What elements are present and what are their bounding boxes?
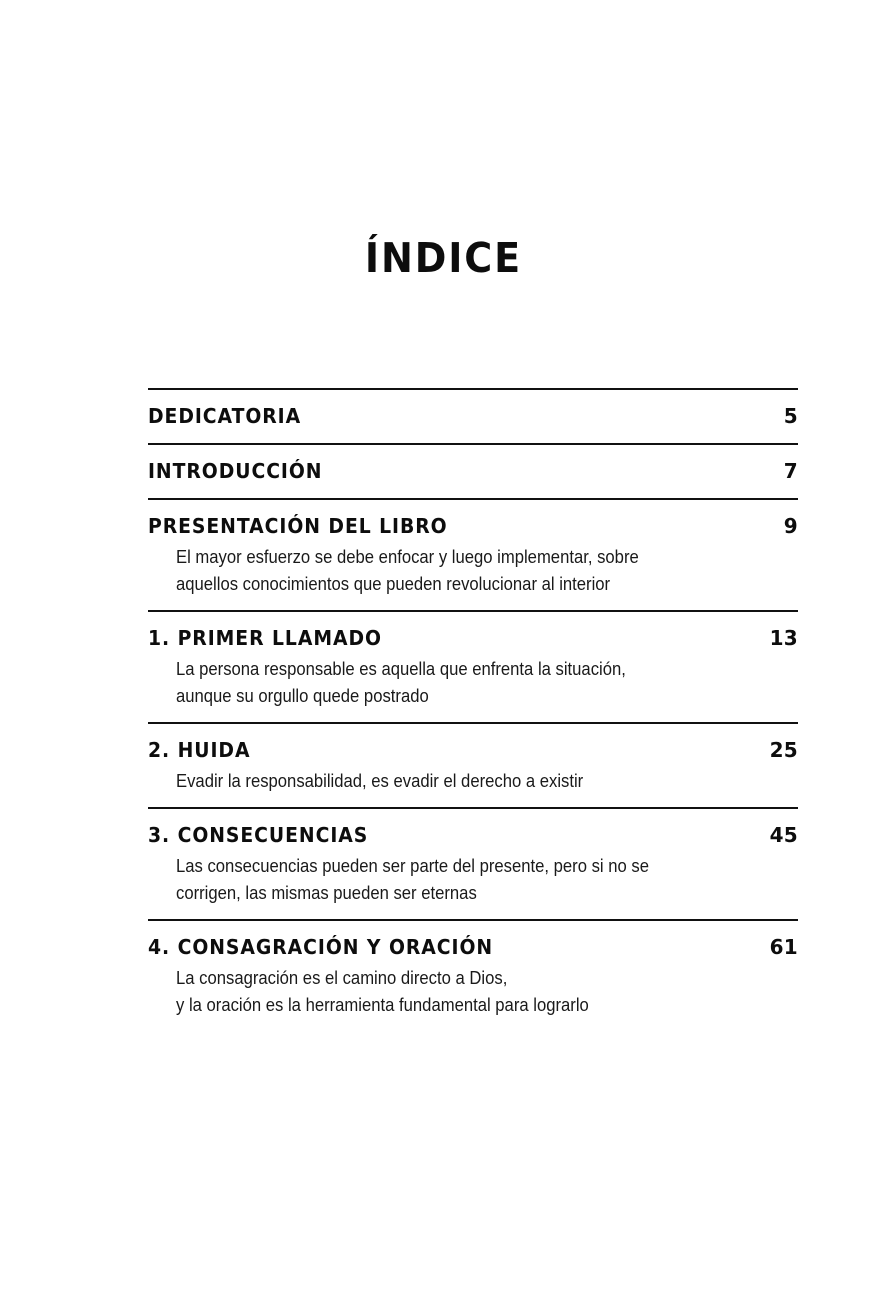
toc-entry-description-line: corrigen, las mismas pueden ser eternas [176, 882, 477, 903]
toc-entry-page-number[interactable]: 13 [769, 626, 798, 650]
toc-entry-head [148, 404, 798, 429]
table-of-contents [148, 388, 798, 1031]
toc-entry[interactable] [148, 612, 798, 722]
toc-entry[interactable] [148, 809, 798, 919]
toc-entry-title[interactable]: 3. CONSECUENCIAS [148, 823, 369, 847]
toc-entry-title[interactable]: 4. CONSAGRACIÓN Y ORACIÓN [148, 935, 494, 959]
toc-entry-page-number[interactable]: 25 [769, 738, 798, 762]
toc-entry-page-number[interactable]: 61 [769, 935, 798, 959]
toc-entry-description-line: Evadir la responsabilidad, es evadir el derecho a existir [176, 770, 584, 791]
toc-entry[interactable] [148, 921, 798, 1031]
toc-entry-description [176, 964, 736, 1018]
toc-entry-description [176, 543, 736, 597]
toc-entry-description-line: aunque su orgullo quede postrado [176, 685, 429, 706]
toc-entry-description [176, 655, 736, 709]
toc-entry-page-number[interactable]: 7 [783, 459, 798, 483]
toc-entry-head [148, 514, 798, 539]
toc-entry-title[interactable]: 2. HUIDA [148, 738, 251, 762]
toc-entry-description-line: El mayor esfuerzo se debe enfocar y luego implementar, sobre [176, 546, 639, 567]
toc-entry-head [148, 459, 798, 484]
toc-entry-description-line: aquellos conocimientos que pueden revolucionar al interior [176, 573, 611, 594]
toc-entry-page-number[interactable]: 9 [783, 514, 798, 538]
toc-entry-page-number[interactable]: 5 [783, 404, 798, 428]
page-title: ÍNDICE [364, 234, 523, 282]
toc-entry[interactable] [148, 445, 798, 498]
toc-entry-description [176, 767, 736, 794]
toc-entry-head [148, 738, 798, 763]
toc-entry-title[interactable]: 1. PRIMER LLAMADO [148, 626, 382, 650]
toc-entry-description-line: La consagración es el camino directo a Dios, [176, 967, 508, 988]
toc-entry-head [148, 935, 798, 960]
toc-entry-head [148, 823, 798, 848]
toc-entry-page-number[interactable]: 45 [769, 823, 798, 847]
toc-entry-title[interactable]: INTRODUCCIÓN [148, 459, 323, 483]
toc-entry[interactable] [148, 500, 798, 610]
toc-entry-description-line: Las consecuencias pueden ser parte del presente, pero si no se [176, 855, 649, 876]
toc-entry-description [176, 852, 736, 906]
toc-entry[interactable] [148, 724, 798, 807]
toc-entry-description-line: La persona responsable es aquella que enfrenta la situación, [176, 658, 626, 679]
toc-entry[interactable] [148, 390, 798, 443]
toc-entry-description-line: y la oración es la herramienta fundamental para lograrlo [176, 994, 589, 1015]
toc-entry-title[interactable]: DEDICATORIA [148, 404, 302, 428]
toc-entry-head [148, 626, 798, 651]
toc-entry-title[interactable]: PRESENTACIÓN DEL LIBRO [148, 514, 448, 538]
